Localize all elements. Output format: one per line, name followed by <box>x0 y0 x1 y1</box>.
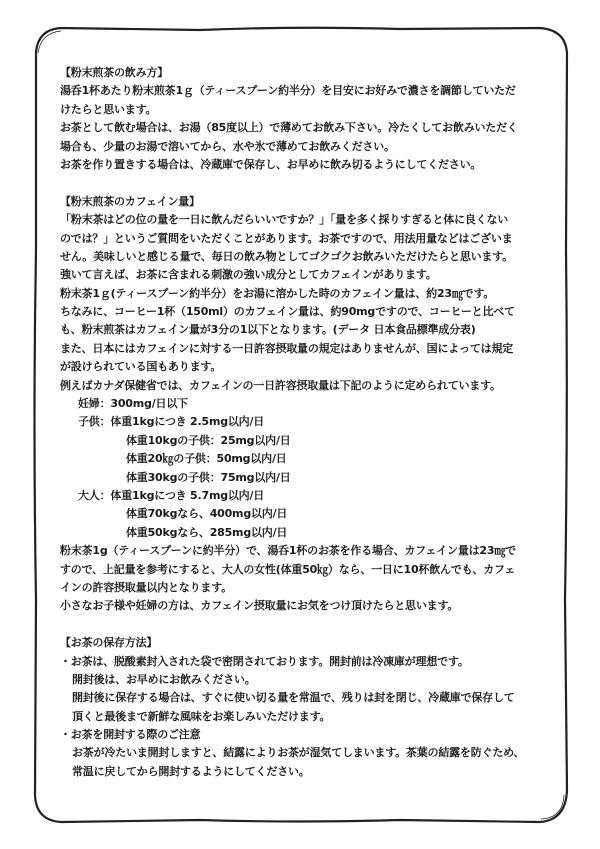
caffeine-line: 強いて言えば、お茶に含まれる刺激の強い成分としてカフェインがあります。 <box>60 268 437 282</box>
caffeine-line: 粉末茶1ｇ(ティースプーン約半分）をお湯に溶かした時のカフェイン量は、約23㎎です。 <box>60 286 495 300</box>
caffeine-line: が設けられている国もあります。 <box>60 360 222 374</box>
storage-item-opening: ・お茶を開封する際のご注意 <box>60 728 201 742</box>
limit-children-20kg: 体重20㎏の子供：50mg以内/日 <box>126 452 287 466</box>
usage-line: お茶を作り置きする場合は、冷蔵庫で保存し、お早めに飲み切るようにしてください。 <box>60 157 482 171</box>
limit-adults: 大人：体重1kgにつき 5.7mg以内/日 <box>78 488 265 502</box>
usage-line: 場合も、少量のお湯で溶いてから、水や氷で薄めてお飲みください。 <box>60 139 395 153</box>
caffeine-closing-line: 小さなお子様や妊婦の方は、カフェイン摂取量にお気をつけ頂けたらと思います。 <box>60 599 459 613</box>
spacer <box>60 174 552 192</box>
caffeine-closing-line: すので、上記量を参考にすると、大人の女性(体重50㎏）なら、一日に10杯飲んでも、カフェ <box>60 562 516 576</box>
limit-children-10kg: 体重10kgの子供：25mg以内/日 <box>126 433 291 447</box>
caffeine-closing-line: 粉末茶1g（ティースプーンに約半分）で、湯呑1杯のお茶を作る場合、カフェイン量は23㎎で <box>60 544 516 558</box>
storage-item-sealed-line: 頂くと最後まで新鮮な風味をお楽しみいただけます。 <box>72 709 331 723</box>
caffeine-line: のでは？」というご質問をいただくことがあります。お茶ですので、用法用量などはございま <box>60 231 513 245</box>
storage-item-opening-line: お茶が冷たいま開封しますと、結露によりお茶が湿気てしまいます。茶葉の結露を防ぐため、 <box>72 746 525 760</box>
storage-heading: 【お茶の保存方法】 <box>60 636 158 650</box>
spacer <box>60 616 552 634</box>
usage-line: お茶として飲む場合は、お湯（85度以上）で薄めてお飲み下さい。冷たくしてお飲みいただく <box>60 121 518 135</box>
caffeine-line: また、日本にはカフェインに対する一日許容摂取量の規定はありませんが、国によっては規定 <box>60 341 514 355</box>
caffeine-line: ちなみに、コーヒー1杯（150ml）のカフェイン量は、約90mgですので、コーヒーと比べて <box>60 305 515 319</box>
caffeine-line: 例えばカナダ保健省では、カフェインの一日許容摂取量は下記のように定められています。 <box>60 378 501 392</box>
usage-line: 湯呑1杯あたり粉末煎茶1ｇ（ティースプーン約半分）を目安にお好みで濃さを調節していただ <box>60 84 516 98</box>
storage-item-opening-line: 常温に戻してから開封するようにしてください。 <box>72 764 310 778</box>
caffeine-line: 「粉末茶はどの位の量を一日に飲んだらいいですか？」「量を多く採りすぎると体に良くない <box>60 213 509 227</box>
document-body <box>60 64 552 781</box>
caffeine-closing-line: インの許容摂取量以内となります。 <box>60 580 232 594</box>
caffeine-line: せん。美味しいと感じる量で、毎日の飲み物としてゴクゴクお飲みいただけたらと思います。 <box>60 249 513 263</box>
storage-item-sealed-line: 開封後に保存する場合は、すぐに使い切る量を常温で、残りは封を閉じ、冷蔵庫で保存して <box>72 691 515 705</box>
caffeine-heading: 【粉末煎茶のカフェイン量】 <box>60 194 200 208</box>
usage-heading: 【粉末煎茶の飲み方】 <box>60 66 168 79</box>
caffeine-line: も、粉末煎茶はカフェイン量が3分の1以下となります。(データ 日本食品標準成分表) <box>60 323 476 337</box>
limit-adults-50kg: 体重50kgなら、285mg以内/日 <box>126 525 288 539</box>
limit-children-30kg: 体重30kgの子供：75mg以内/日 <box>126 470 291 484</box>
storage-item-sealed-line: 開封後は、お早めにお飲みください。 <box>72 672 256 686</box>
limit-adults-70kg: 体重70kgなら、400mg以内/日 <box>126 507 288 521</box>
storage-item-sealed: ・お茶は、脱酸素封入された袋で密閉されております。開封前は冷凍庫が理想です。 <box>60 654 469 668</box>
limit-pregnant: 妊婦：300mg/日以下 <box>78 397 188 411</box>
usage-line: けたらと思います。 <box>60 102 157 116</box>
limit-children: 子供：体重1kgにつき 2.5mg以内/日 <box>78 415 265 429</box>
